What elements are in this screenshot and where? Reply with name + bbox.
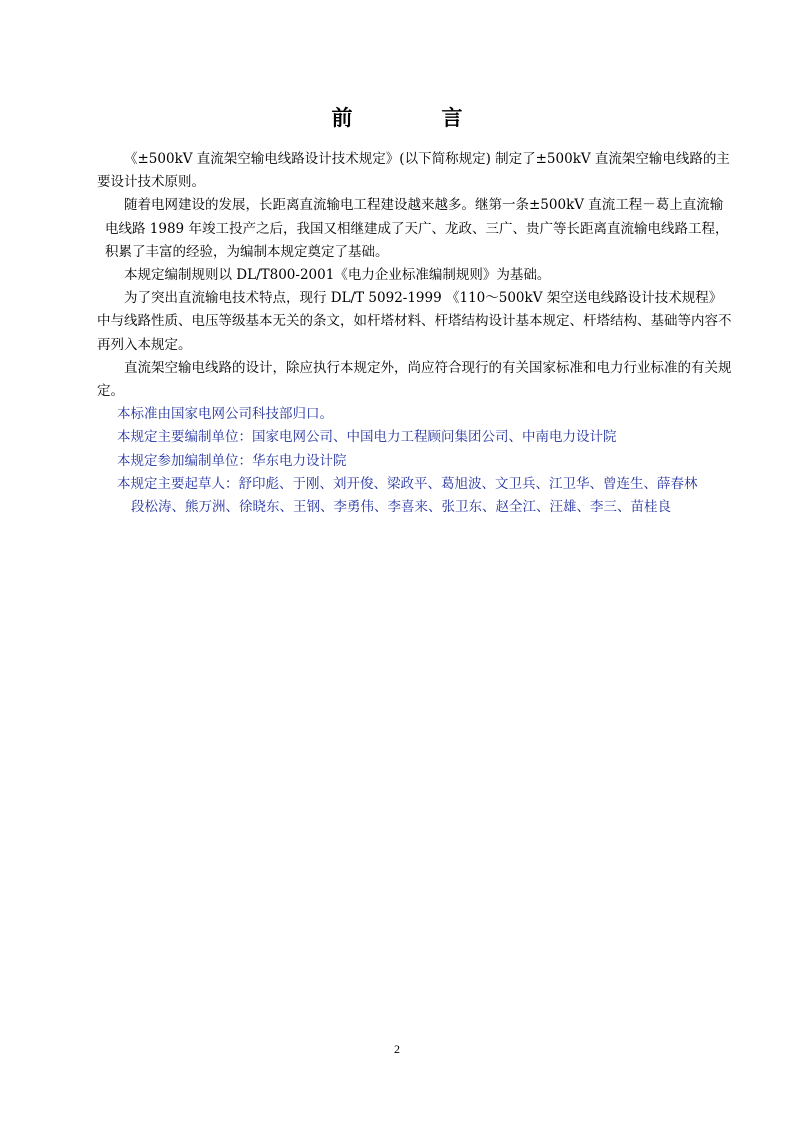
credit-drafters-continued: 段松涛、熊万洲、徐晓东、王钢、李勇伟、李喜来、张卫东、赵全江、汪雄、李三、苗桂良 bbox=[131, 499, 671, 516]
paragraph-background: 随着电网建设的发展，长距离直流输电工程建设越来越多。继第一条±500kV 直流工程－葛上直流输电线路 1989 年竣工投产之后，我国又相继建成了天广、龙政、三广、贵广等长距离直流输电线路工程，积累了丰富的经验，为编制本规定奠定了基础。 bbox=[105, 197, 729, 260]
credit-drafters: 本规定主要起草人：舒印彪、于刚、刘开俊、梁政平、葛旭波、文卫兵、江卫华、曾连生、薛春林 bbox=[117, 475, 698, 492]
credit-participating-units: 本规定参加编制单位：华东电力设计院 bbox=[117, 452, 347, 469]
credits-block bbox=[97, 403, 733, 519]
paragraph-rules: 本规定编制规则以 DL/T800-2001《电力企业标准编制规则》为基础。 bbox=[124, 267, 551, 284]
foreword-body bbox=[97, 148, 733, 519]
credit-main-units: 本规定主要编制单位：国家电网公司、中国电力工程顾问集团公司、中南电力设计院 bbox=[117, 429, 617, 446]
page-number: 2 bbox=[394, 1042, 400, 1056]
credit-administration: 本标准由国家电网公司科技部归口。 bbox=[117, 406, 333, 423]
paragraph-compliance: 直流架空输电线路的设计，除应执行本规定外，尚应符合现行的有关国家标准和电力行业标准的有关规定。 bbox=[97, 359, 732, 400]
paragraph-scope: 《±500kV 直流架空输电线路设计技术规定》(以下简称规定) 制定了±500kV 直流架空输电线路的主要设计技术原则。 bbox=[97, 151, 730, 191]
paragraph-exclusions: 为了突出直流输电技术特点，现行 DL/T 5092-1999 《110～500kV 架空送电线路设计技术规程》中与线路性质、电压等级基本无关的条文，如杆塔材料、杆塔结构设计基本规定、杆塔结构、基础等内容不再列入本规定。 bbox=[97, 290, 732, 353]
page-title: 前 言 bbox=[331, 105, 497, 130]
